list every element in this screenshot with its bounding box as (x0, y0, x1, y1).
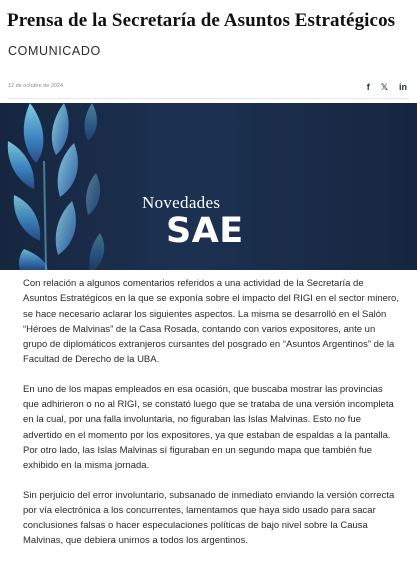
hero-banner (0, 103, 417, 270)
banner-acronym: SAE (166, 211, 244, 251)
article-paragraph: Sin perjuicio del error involuntario, subsanado de inmediato enviando la versión correcta por vía electrónica a los concurrentes, lamentamos que haya sido usado para sacar conclusiones falsas o hacer especulaciones políticas de bajo nivel sobre la Causa Malvinas, que debiera unirnos a todos los argentinos. (23, 489, 395, 547)
share-bar (367, 81, 407, 93)
banner-label: Novedades (142, 193, 221, 212)
page-title: Prensa de la Secretaría de Asuntos Estratégicos (7, 10, 396, 31)
category-label: COMUNICADO (8, 44, 101, 58)
article-paragraph: En uno de los mapas empleados en esa ocasión, que buscaba mostrar las provincias que adhirieron o no al RIGI, se constató luego que se trataba de una versión incompleta en la cual, por una falla involuntaria, no figuraban las Islas Malvinas. Esto no fue advertido en el momento por los expositores, ya que estaban de espaldas a la pantalla. Por otro lado, las Islas Malvinas sí figuraban en un segundo mapa que también fue exhibido en la misma jornada. (23, 383, 394, 472)
article-body (23, 276, 400, 563)
facebook-icon[interactable]: f (366, 82, 370, 92)
article-paragraph: Con relación a algunos comentarios referidos a una actividad de la Secretaría de Asuntos Estratégicos en la que se exponía sobre el impacto del RIGI en el sector minero, se hace necesario aclarar los siguientes aspectos. La misma se desarrolló en el Salón “Héroes de Malvinas” de la Casa Rosada, contando con varios expositores, ante un grupo de diplomáticos extranjeros cursantes del posgrado en “Asuntos Argentinos” de la Facultad de Derecho de la UBA. (23, 278, 399, 366)
meta-row (8, 81, 409, 95)
publish-date: 12 de octubre de 2024 (8, 83, 64, 89)
x-icon[interactable]: 𝕏 (380, 82, 388, 92)
linkedin-icon[interactable]: in (399, 82, 407, 92)
divider (8, 98, 409, 99)
